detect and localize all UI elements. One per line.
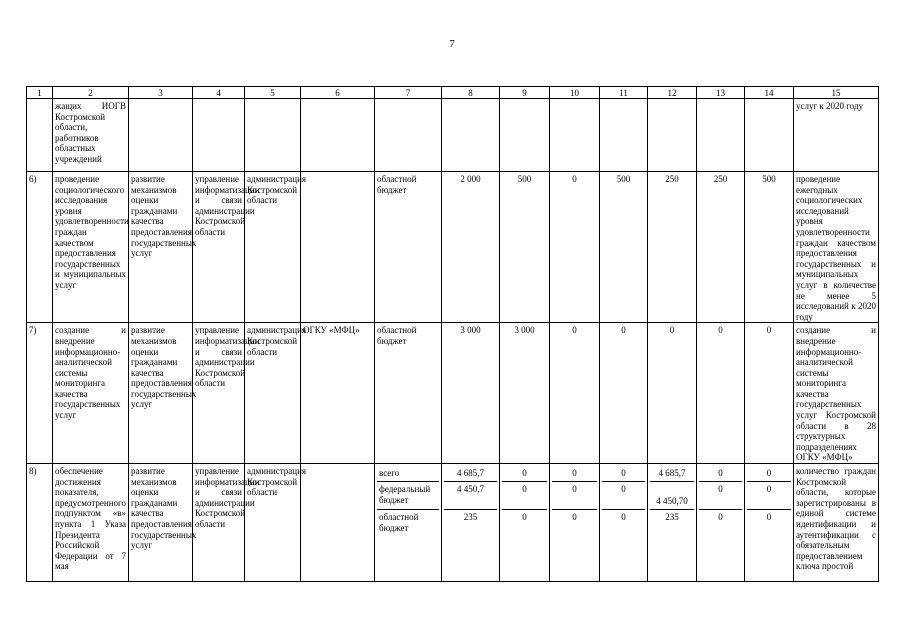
header-cell: 8 [442, 87, 500, 99]
amount-year: 0 [697, 323, 745, 464]
header-cell: 13 [697, 87, 745, 99]
amount-year: 4 685,7 [658, 468, 686, 479]
amount-total [442, 99, 500, 172]
table-row [27, 323, 879, 464]
amount-year [697, 99, 745, 172]
responsible: управление информатизации и связи администрации Костромской области [193, 464, 245, 582]
funding-source-stack [375, 464, 442, 582]
amount-year: 0 [766, 468, 772, 479]
header-cell: 1 [27, 87, 53, 99]
measure-name: обеспечение достижения показателя, предусмотренного подпунктом «в» пункта 1 Указа Президента Российской Федерации от 7 мая [53, 464, 129, 582]
amount-year: 0 [747, 509, 791, 523]
row-number: 6) [27, 172, 53, 323]
measure-name: проведение социологического исследования уровня удовлетворенности граждан качеством предоставления государственных и муниципальных услуг [53, 172, 129, 323]
amount-year [550, 99, 600, 172]
amount-year: 0 [745, 323, 794, 464]
administrator: администрация Костромской области [245, 323, 301, 464]
header-cell: 10 [550, 87, 600, 99]
amount-year: 0 [600, 323, 648, 464]
amount-year: 4 450,70 [650, 481, 694, 509]
header-cell: 11 [600, 87, 648, 99]
amount-year: 0 [602, 481, 645, 509]
amount-total: 2 000 [442, 172, 500, 323]
administrator: администрация Костромской области [245, 464, 301, 582]
page-number: 7 [449, 38, 455, 50]
amount-year: 0 [648, 323, 697, 464]
budget-table [26, 86, 879, 582]
amount-year-stack [648, 464, 697, 582]
amount-year: 0 [550, 172, 600, 323]
funding-source [375, 99, 442, 172]
header-cell: 7 [375, 87, 442, 99]
amount-year: 0 [502, 481, 547, 509]
table-row [27, 172, 879, 323]
amount-year: 235 [650, 509, 694, 523]
funding-source: областной бюджет [377, 509, 439, 533]
header-cell: 12 [648, 87, 697, 99]
header-cell: 15 [794, 87, 879, 99]
amount-year: 250 [648, 172, 697, 323]
amount-year: 0 [621, 468, 626, 479]
funding-source: всего [379, 468, 400, 479]
table-row [27, 464, 879, 582]
amount-year: 0 [550, 323, 600, 464]
amount-year: 3 000 [500, 323, 550, 464]
amount-year: 500 [500, 172, 550, 323]
row-number: 8) [27, 464, 53, 582]
responsible: управление информатизации и связи администрации Костромской области [193, 323, 245, 464]
amount-year: 0 [572, 468, 577, 479]
amount-year: 0 [552, 481, 597, 509]
amount-year-stack [500, 464, 550, 582]
amount-year [500, 99, 550, 172]
funding-source: областной бюджет [375, 323, 442, 464]
amount-year: 500 [745, 172, 794, 323]
amount-year: 0 [718, 468, 723, 479]
administrator: администрация Костромской области [245, 172, 301, 323]
amount-year [600, 99, 648, 172]
amount-total: 3 000 [442, 323, 500, 464]
measure-name: жащих ИОГВ Костромской области, работников областных учреждений [53, 99, 129, 172]
participant: ОГКУ «МФЦ» [301, 323, 375, 464]
amount-total: 235 [444, 509, 497, 523]
amount-year: 0 [502, 509, 547, 523]
measure-name: создание и внедрение информационно-аналитической системы мониторинга качества государственных услуг [53, 323, 129, 464]
task: развитие механизмов оценки гражданами качества предоставления государственных услуг [129, 464, 193, 582]
amount-year: 250 [697, 172, 745, 323]
header-row [27, 87, 879, 99]
task [129, 99, 193, 172]
administrator [245, 99, 301, 172]
header-cell: 14 [745, 87, 794, 99]
row-number [27, 99, 53, 172]
amount-year: 0 [699, 509, 742, 523]
header-cell: 9 [500, 87, 550, 99]
funding-source: областной бюджет [375, 172, 442, 323]
amount-year: 0 [699, 481, 742, 509]
amount-total-stack [442, 464, 500, 582]
expected-result: проведение ежегодных социологических исследований уровня удовлетворенности граждан качеством предоставления государственных и муниципальных услуг в количестве не менее 5 исследований к 2020 году [794, 172, 879, 323]
amount-year [745, 99, 794, 172]
task: развитие механизмов оценки гражданами качества предоставления государственных услуг [129, 323, 193, 464]
amount-year [648, 99, 697, 172]
responsible: управление информатизации и связи администрации Костромской области [193, 172, 245, 323]
expected-result: услуг к 2020 году [794, 99, 879, 172]
amount-year: 500 [600, 172, 648, 323]
expected-result: количество граждан Костромской области, которые зарегистрированы в единой системе идентификации и аутентификации с обязательным предоставлением ключа простой [794, 464, 879, 582]
participant [301, 99, 375, 172]
amount-year-stack [745, 464, 794, 582]
amount-total: 4 685,7 [457, 468, 484, 479]
header-cell: 6 [301, 87, 375, 99]
amount-year-stack [600, 464, 648, 582]
participant [301, 464, 375, 582]
header-cell: 2 [53, 87, 129, 99]
participant [301, 172, 375, 323]
header-cell: 3 [129, 87, 193, 99]
amount-year: 0 [747, 481, 791, 509]
amount-year-stack [550, 464, 600, 582]
table-row [27, 99, 879, 172]
header-cell: 5 [245, 87, 301, 99]
funding-source: федеральный бюджет [377, 481, 439, 509]
amount-total: 4 450,7 [444, 481, 497, 509]
amount-year: 0 [522, 468, 527, 479]
responsible [193, 99, 245, 172]
expected-result: создание и внедрение информационно-аналитической системы мониторинга качества государственных услуг Костромской области в 28 структурных подразделениях ОГКУ «МФЦ» [794, 323, 879, 464]
header-cell: 4 [193, 87, 245, 99]
amount-year: 0 [602, 509, 645, 523]
amount-year: 0 [552, 509, 597, 523]
task: развитие механизмов оценки гражданами качества предоставления государственных услуг [129, 172, 193, 323]
amount-year-stack [697, 464, 745, 582]
row-number: 7) [27, 323, 53, 464]
